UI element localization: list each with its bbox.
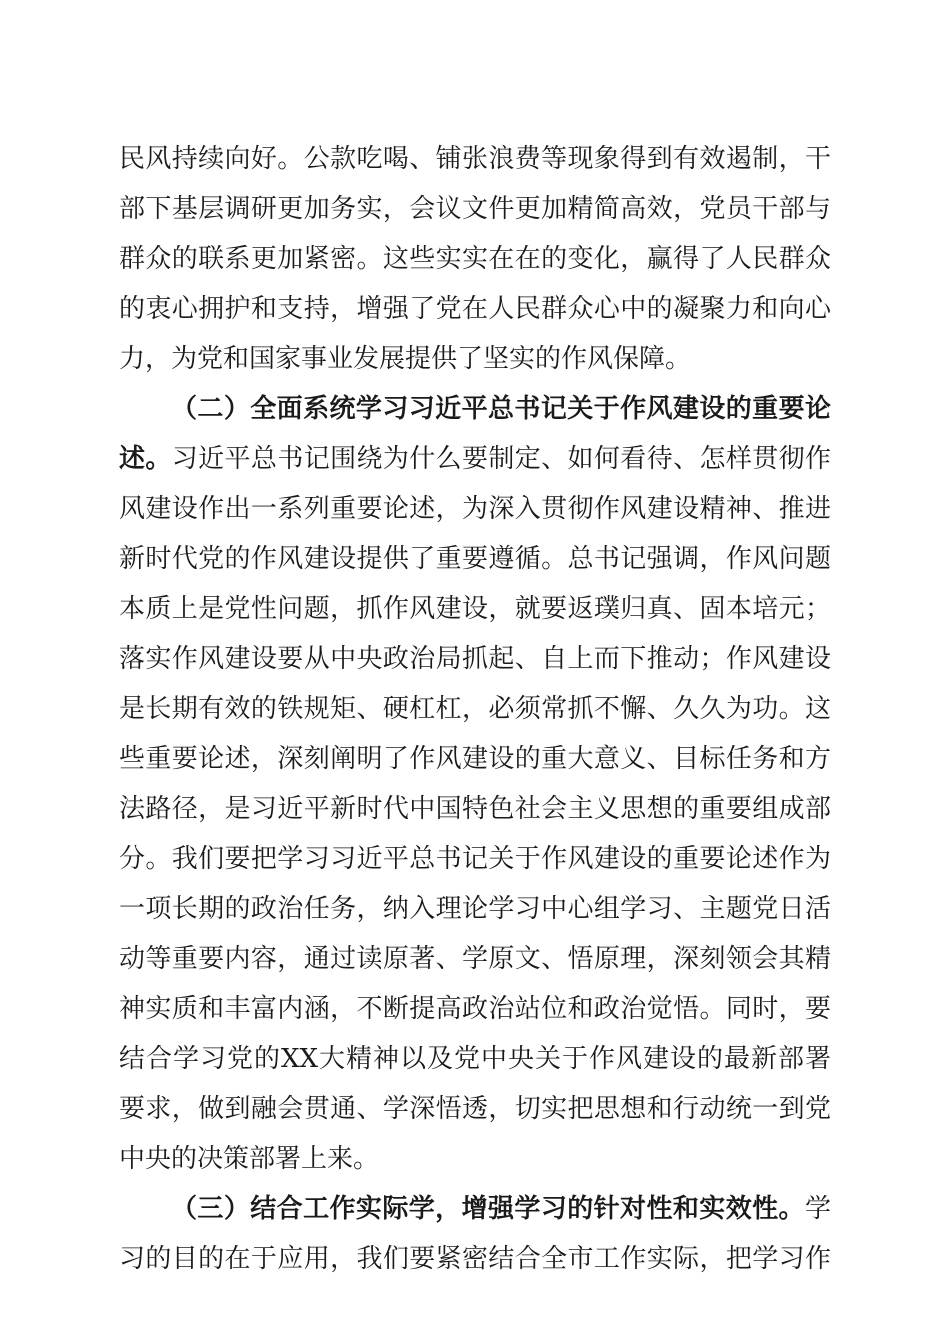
section-2-heading-part-1: （二）全面系统学习习近平总书记关于作风建设的重要论 (171, 394, 831, 424)
paragraph-2-line-4: 本质上是党性问题，抓作风建设，就要返璞归真、固本培元； (119, 594, 831, 624)
paragraph-3-line-1-text: 学 (804, 1194, 831, 1224)
paragraph-2-line-9: 分。我们要把学习习近平总书记关于作风建设的重要论述作为 (119, 844, 831, 874)
paragraph-1-line-2: 部下基层调研更加务实，会议文件更加精简高效，党员干部与 (119, 194, 831, 224)
paragraph-2-line-6: 是长期有效的铁规矩、硬杠杠，必须常抓不懈、久久为功。这 (119, 694, 831, 724)
paragraph-3-line-2: 习的目的在于应用，我们要紧密结合全市工作实际，把学习作 (119, 1244, 831, 1274)
paragraph-2-line-1 (119, 437, 831, 481)
paragraph-2-line-7: 些重要论述，深刻阐明了作风建设的重大意义、目标任务和方 (119, 744, 831, 774)
section-3-heading: （三）结合工作实际学，增强学习的针对性和实效性。 (171, 1194, 805, 1224)
paragraph-1-line-5: 力，为党和国家事业发展提供了坚实的作风保障。 (119, 344, 692, 374)
paragraph-2-line-3: 新时代党的作风建设提供了重要遵循。总书记强调，作风问题 (119, 544, 831, 574)
paragraph-2-line-13: 结合学习党的XX大精神以及党中央关于作风建设的最新部署 (119, 1044, 831, 1074)
paragraph-2-line-10: 一项长期的政治任务，纳入理论学习中心组学习、主题党日活 (119, 894, 831, 924)
paragraph-2-line-14: 要求，做到融会贯通、学深悟透，切实把思想和行动统一到党 (119, 1094, 831, 1124)
paragraph-1-line-3: 群众的联系更加紧密。这些实实在在的变化，赢得了人民群众 (119, 244, 831, 274)
section-2-heading-line-1 (171, 387, 831, 431)
section-3-heading-line (171, 1187, 831, 1231)
paragraph-1-line-4: 的衷心拥护和支持，增强了党在人民群众心中的凝聚力和向心 (119, 294, 831, 324)
paragraph-2-line-5: 落实作风建设要从中央政治局抓起、自上而下推动；作风建设 (119, 644, 831, 674)
paragraph-2-line-2: 风建设作出一系列重要论述，为深入贯彻作风建设精神、推进 (119, 494, 831, 524)
paragraph-2-line-8: 法路径，是习近平新时代中国特色社会主义思想的重要组成部 (119, 794, 831, 824)
paragraph-1-line-1: 民风持续向好。公款吃喝、铺张浪费等现象得到有效遏制，干 (119, 144, 831, 174)
paragraph-2-line-15: 中央的决策部署上来。 (119, 1144, 380, 1174)
paragraph-2-line-11: 动等重要内容，通过读原著、学原文、悟原理，深刻领会其精 (119, 944, 831, 974)
paragraph-2-line-12: 神实质和丰富内涵，不断提高政治站位和政治觉悟。同时，要 (119, 994, 831, 1024)
section-2-heading-part-2: 述。 (119, 444, 172, 474)
paragraph-2-line-1-text: 习近平总书记围绕为什么要制定、如何看待、怎样贯彻作 (171, 444, 831, 474)
